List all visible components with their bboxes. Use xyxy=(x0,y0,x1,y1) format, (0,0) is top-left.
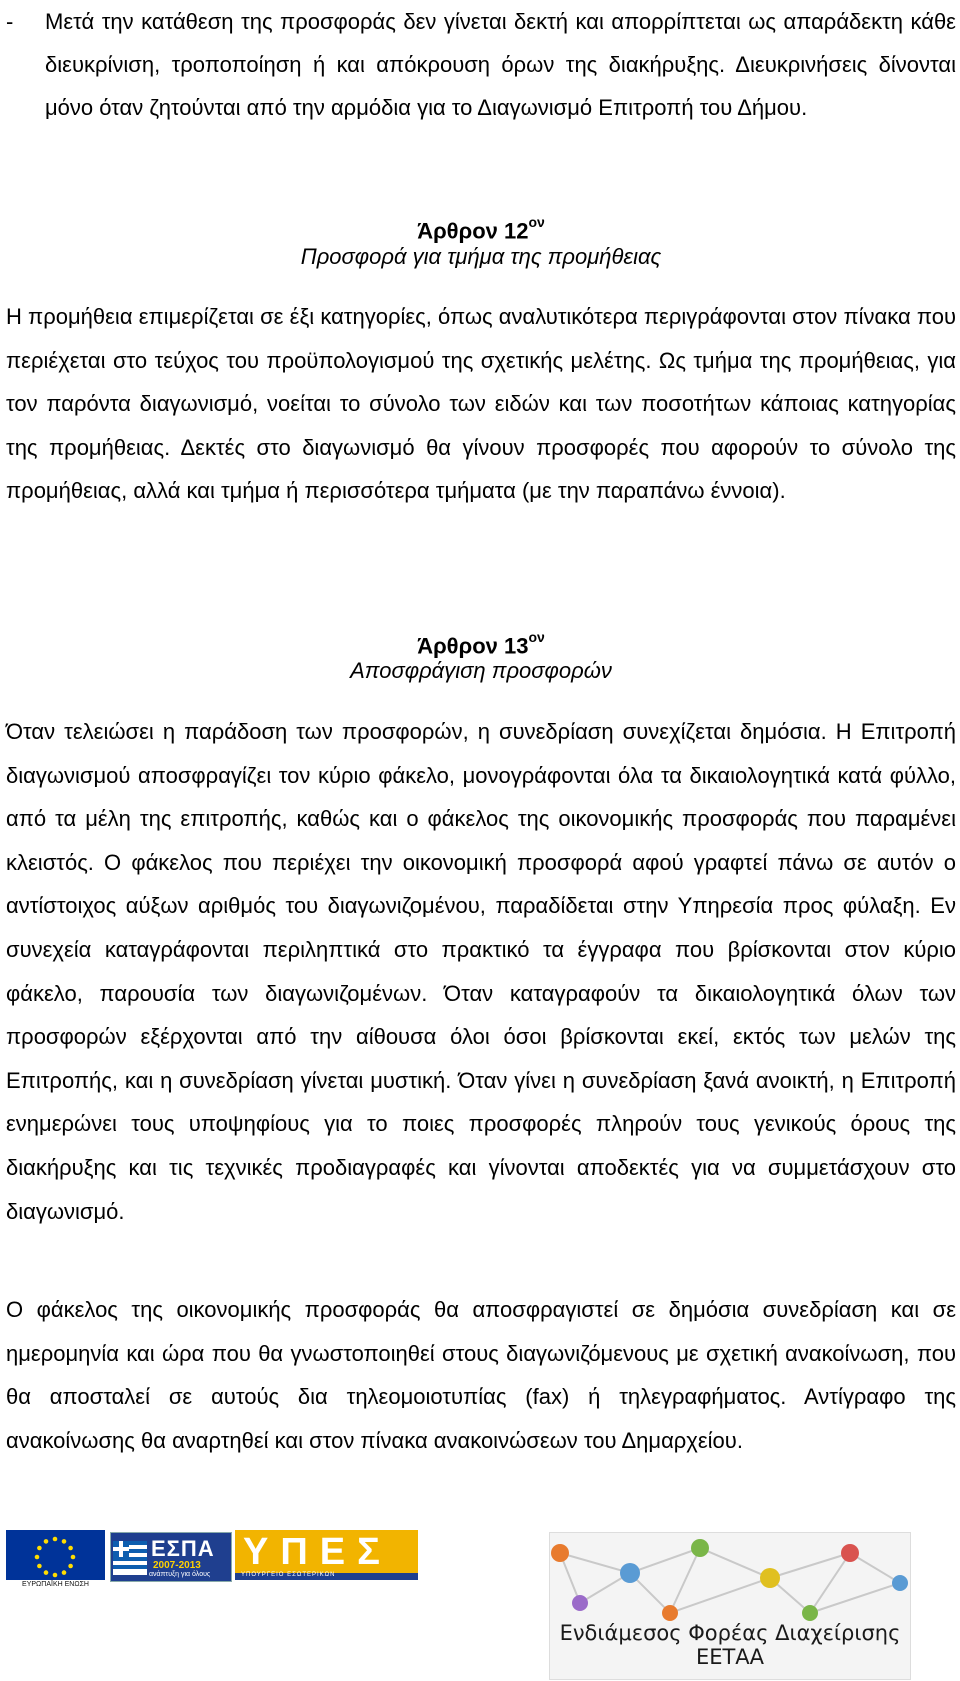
article-13-subtitle: Αποσφράγιση προσφορών xyxy=(350,658,612,683)
article-13-paragraph-1: Όταν τελειώσει η παράδοση των προσφορών, η συνεδρίαση συνεχίζεται δημόσια. Η Επιτροπή διαγωνισμού αποσφραγίζει τον κύριο φάκελο, μονογράφονται όλα τα δικαιολογητικά κατά φύλλο, από τα μέλη της επιτροπής, καθώς και ο φάκελος της οικονομικής προσφοράς που παραμένει κλειστός. Ο φάκελος που περιέχει την οικονομική προσφορά αφού γραφτεί πάνω σε αυτόν ο αντίστοιχος αύξων αριθμός του διαγωνιζομένου, παραδίδεται στην Υπηρεσία προς φύλαξη. Εν συνεχεία καταγράφονται περιληπτικά στο πρακτικό τα έγγραφα που βρίσκονται στον κύριο φάκελο, παρουσία των διαγωνιζομένων. Όταν καταγραφούν τα δικαιολογητικά όλων των προσφορών εξέρχονται από την αίθουσα όλοι όσοι βρίσκονται εκεί, εκτός των μελών της Επιτροπής, και η συνεδρίαση γίνεται μυστική. Όταν γίνει η συνεδρίαση ξανά ανοικτή, η Επιτροπή ενημερώνει τους υποψηφίους για το ποιες προσφορές πληρούν τους γενικούς όρους της διακήρυξης και τις τεχνικές προδιαγραφές και γίνονται αποδεκτές για να συμμετάσχουν στο διαγωνισμό. xyxy=(6,719,956,1224)
eu-flag-logo xyxy=(6,1530,105,1580)
article-12-paragraph: Η προμήθεια επιμερίζεται σε έξι κατηγορίες, όπως αναλυτικότερα περιγράφονται στον πίνακα που περιέχεται στο τεύχος του προϋπολογισμού της σχετικής μελέτης. Ως τμήμα της προμήθειας, για τον παρόντα διαγωνισμό, νοείται το σύνολο των ειδών και των ποσοτήτων κάποιας κατηγορίας της προμήθειας. Δεκτές στο διαγωνισμό θα γίνουν προσφορές που αφορούν το σύνολο της προμήθειας, αλλά και τμήμα ή περισσότερα τμήματα (με την παραπάνω έννοια). xyxy=(6,304,956,504)
eu-stars-icon xyxy=(33,1535,77,1579)
article-13-title xyxy=(6,626,956,660)
lead-bullet-paragraph xyxy=(6,0,956,129)
eetaa-caption: Ενδιάμεσος Φορέας Διαχείρισης ΕΕΤΑΑ xyxy=(559,1621,901,1669)
article-13-paragraph-2: Ο φάκελος της οικονομικής προσφοράς θα αποσφραγιστεί σε δημόσια συνεδρίαση και σε ημερομηνία και ώρα που θα γνωστοποιηθεί στους διαγωνιζόμενους με σχετική ανακοίνωση, που θα αποσταλεί σε αυτούς δια τηλεομοιοτυπίας (fax) ή τηλεγραφήματος. Αντίγραφο της ανακοίνωσης θα αναρτηθεί και στον πίνακα ανακοινώσεων του Δημαρχείου. xyxy=(6,1297,956,1453)
espa-logo xyxy=(110,1532,232,1582)
espa-years: 2007-2013 xyxy=(153,1560,201,1571)
article-12-ordinal: ον xyxy=(528,214,545,230)
ypes-ministry-text: ΥΠΟΥΡΓΕΙΟ ΕΣΩΤΕΡΙΚΩΝ xyxy=(241,1572,336,1578)
eu-caption: ΕΥΡΩΠΑΪΚΗ ΕΝΩΣΗ xyxy=(22,1581,89,1588)
article-12-title-text: Άρθρον 12 xyxy=(417,218,529,244)
ypes-wordmark: ΥΠΕΣ xyxy=(243,1531,392,1573)
ypes-logo xyxy=(235,1530,418,1580)
bullet-dash: - xyxy=(6,9,14,34)
article-12-subtitle: Προσφορά για τμήμα της προμήθειας xyxy=(300,244,662,269)
article-12-title xyxy=(6,211,956,245)
article-13-title-text: Άρθρον 13 xyxy=(417,633,529,659)
eetaa-logo xyxy=(549,1532,911,1680)
article-13-ordinal: ον xyxy=(528,629,545,645)
lead-text: Μετά την κατάθεση της προσφοράς δεν γίνεται δεκτή και απορρίπτεται ως απαράδεκτη κάθε διευκρίνιση, τροποποίηση ή και απόκρουση όρων της διακήρυξης. Διευκρινήσεις δίνονται μόνο όταν ζητούνται από την αρμόδια για το Διαγωνισμό Επιτροπή του Δήμου. xyxy=(45,9,956,120)
espa-wordmark: ΕΣΠΑ xyxy=(151,1536,215,1561)
espa-tagline: ανάπτυξη για όλους xyxy=(149,1571,211,1578)
greek-flag-icon xyxy=(113,1541,147,1575)
